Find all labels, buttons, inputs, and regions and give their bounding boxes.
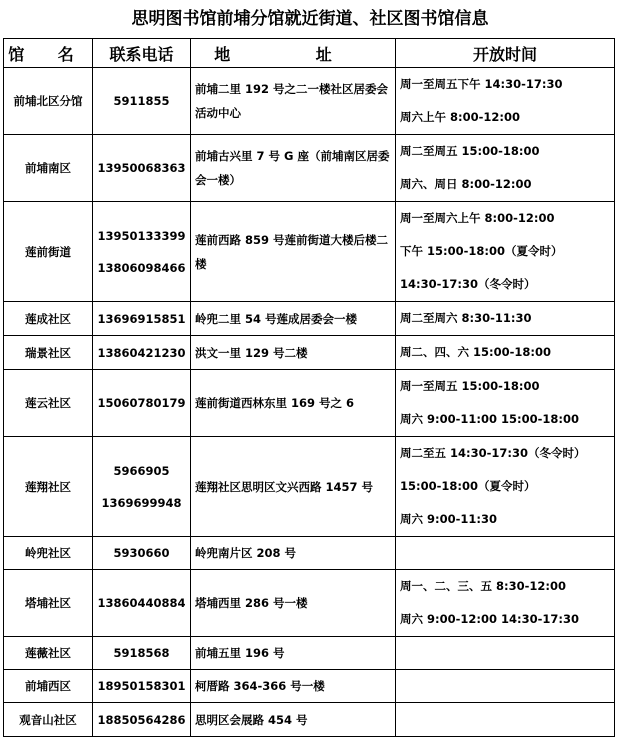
- address-cell: [191, 302, 396, 336]
- table-row: [4, 302, 615, 336]
- hours-cell: [396, 537, 615, 570]
- hours-line: 周六、周日 8:00-12:00: [400, 177, 532, 191]
- address-text: 莲前街道西林东里 169 号之 6: [195, 396, 355, 410]
- phone-cell: [93, 302, 191, 336]
- address-cell: [191, 537, 396, 570]
- hours-line: 周一至周五 15:00-18:00: [400, 379, 540, 393]
- hours-cell: [396, 336, 615, 370]
- address-text: 前埔古兴里 7 号 G 座（前埔南区居委会一楼）: [195, 149, 390, 187]
- phone-cell: [93, 670, 191, 703]
- table-row: [4, 202, 615, 302]
- hours-cell: [396, 437, 615, 537]
- address-cell: [191, 336, 396, 370]
- table-row: [4, 570, 615, 637]
- header-name: 馆 名: [4, 39, 93, 68]
- library-name: 瑞景社区: [4, 336, 93, 370]
- hours-cell: [396, 570, 615, 637]
- address-text: 前埔五里 196 号: [195, 646, 285, 660]
- address-cell: [191, 135, 396, 202]
- hours-cell: [396, 703, 615, 737]
- address-text: 洪文一里 129 号二楼: [195, 345, 308, 360]
- table-row: [4, 336, 615, 370]
- address-cell: [191, 703, 396, 737]
- phone-number: 5930660: [113, 546, 170, 560]
- hours-line: 周六 9:00-12:00 14:30-17:30: [400, 612, 579, 626]
- phone-cell: [93, 537, 191, 570]
- phone-number: 13950068363: [97, 161, 186, 175]
- library-name: 前埔南区: [4, 135, 93, 202]
- phone-cell: [93, 68, 191, 135]
- hours-line: 下午 15:00-18:00（夏令时）: [400, 244, 563, 258]
- table-row: [4, 135, 615, 202]
- phone-cell: [93, 336, 191, 370]
- address-cell: [191, 670, 396, 703]
- library-name: 岭兜社区: [4, 537, 93, 570]
- table-row: [4, 537, 615, 570]
- hours-line: 周二至周六 8:30-11:30: [400, 311, 532, 325]
- library-name: 莲薇社区: [4, 637, 93, 670]
- address-text: 莲前西路 859 号莲前街道大楼后楼二楼: [195, 232, 389, 271]
- address-cell: [191, 437, 396, 537]
- hours-line: 周一至周六上午 8:00-12:00: [400, 211, 555, 225]
- hours-cell: [396, 302, 615, 336]
- hours-line: 周六 9:00-11:30: [400, 512, 497, 526]
- phone-number: 5966905: [113, 463, 170, 478]
- phone-cell: [93, 135, 191, 202]
- table-row: [4, 437, 615, 537]
- phone-cell: [93, 570, 191, 637]
- phone-cell: [93, 637, 191, 670]
- library-name: 莲成社区: [4, 302, 93, 336]
- library-name: 莲翔社区: [4, 437, 93, 537]
- library-name: 观音山社区: [4, 703, 93, 737]
- phone-number: 13950133399: [97, 228, 186, 243]
- address-cell: [191, 202, 396, 302]
- address-cell: [191, 637, 396, 670]
- hours-cell: [396, 670, 615, 703]
- phone-number: 5918568: [113, 646, 170, 660]
- header-address: 地 址: [191, 39, 396, 68]
- phone-cell: [93, 370, 191, 437]
- address-text: 塔埔西里 286 号一楼: [195, 596, 308, 610]
- hours-line: 周六上午 8:00-12:00: [400, 110, 520, 124]
- table-body: [4, 68, 615, 737]
- table-row: [4, 370, 615, 437]
- header-hours: 开放时间: [396, 39, 615, 68]
- hours-cell: [396, 202, 615, 302]
- phone-number: 13696915851: [97, 311, 186, 326]
- phone-number: 1369699948: [101, 495, 182, 510]
- library-name: 莲前街道: [4, 202, 93, 302]
- header-row: [4, 39, 615, 68]
- library-table: [3, 38, 615, 737]
- address-cell: [191, 370, 396, 437]
- hours-line: 周六 9:00-11:00 15:00-18:00: [400, 412, 579, 426]
- hours-line: 周二、四、六 15:00-18:00: [400, 345, 551, 359]
- hours-line: 14:30-17:30（冬令时）: [400, 277, 536, 291]
- hours-cell: [396, 135, 615, 202]
- table-row: [4, 670, 615, 703]
- phone-number: 18850564286: [97, 712, 186, 727]
- phone-cell: [93, 437, 191, 537]
- hours-cell: [396, 637, 615, 670]
- hours-cell: [396, 370, 615, 437]
- phone-number: 13806098466: [97, 260, 186, 275]
- table-row: [4, 703, 615, 737]
- address-text: 岭兜二里 54 号莲成居委会一楼: [195, 311, 358, 326]
- table-row: [4, 68, 615, 135]
- address-text: 柯厝路 364-366 号一楼: [195, 679, 325, 693]
- hours-line: 周一、二、三、五 8:30-12:00: [400, 579, 566, 593]
- address-text: 莲翔社区思明区文兴西路 1457 号: [195, 479, 374, 494]
- phone-cell: [93, 202, 191, 302]
- hours-line: 15:00-18:00（夏令时）: [400, 479, 536, 493]
- address-text: 前埔二里 192 号之二一楼社区居委会活动中心: [195, 82, 389, 120]
- library-name: 前埔西区: [4, 670, 93, 703]
- phone-number: 13860440884: [97, 596, 186, 610]
- phone-number: 15060780179: [97, 396, 186, 410]
- phone-number: 13860421230: [97, 345, 186, 360]
- hours-line: 周二至周五 15:00-18:00: [400, 144, 540, 158]
- library-name: 塔埔社区: [4, 570, 93, 637]
- page-title: 思明图书馆前埔分馆就近街道、社区图书馆信息: [131, 9, 489, 29]
- hours-cell: [396, 68, 615, 135]
- table-row: [4, 637, 615, 670]
- address-cell: [191, 570, 396, 637]
- library-name: 莲云社区: [4, 370, 93, 437]
- address-cell: [191, 68, 396, 135]
- address-text: 思明区会展路 454 号: [195, 712, 308, 727]
- phone-number: 18950158301: [97, 679, 186, 693]
- header-phone: 联系电话: [93, 39, 191, 68]
- phone-cell: [93, 703, 191, 737]
- address-text: 岭兜南片区 208 号: [195, 546, 297, 560]
- library-name: 前埔北区分馆: [4, 68, 93, 135]
- hours-line: 周二至五 14:30-17:30（冬令时）: [400, 446, 586, 460]
- phone-number: 5911855: [113, 94, 170, 108]
- hours-line: 周一至周五下午 14:30-17:30: [400, 77, 563, 91]
